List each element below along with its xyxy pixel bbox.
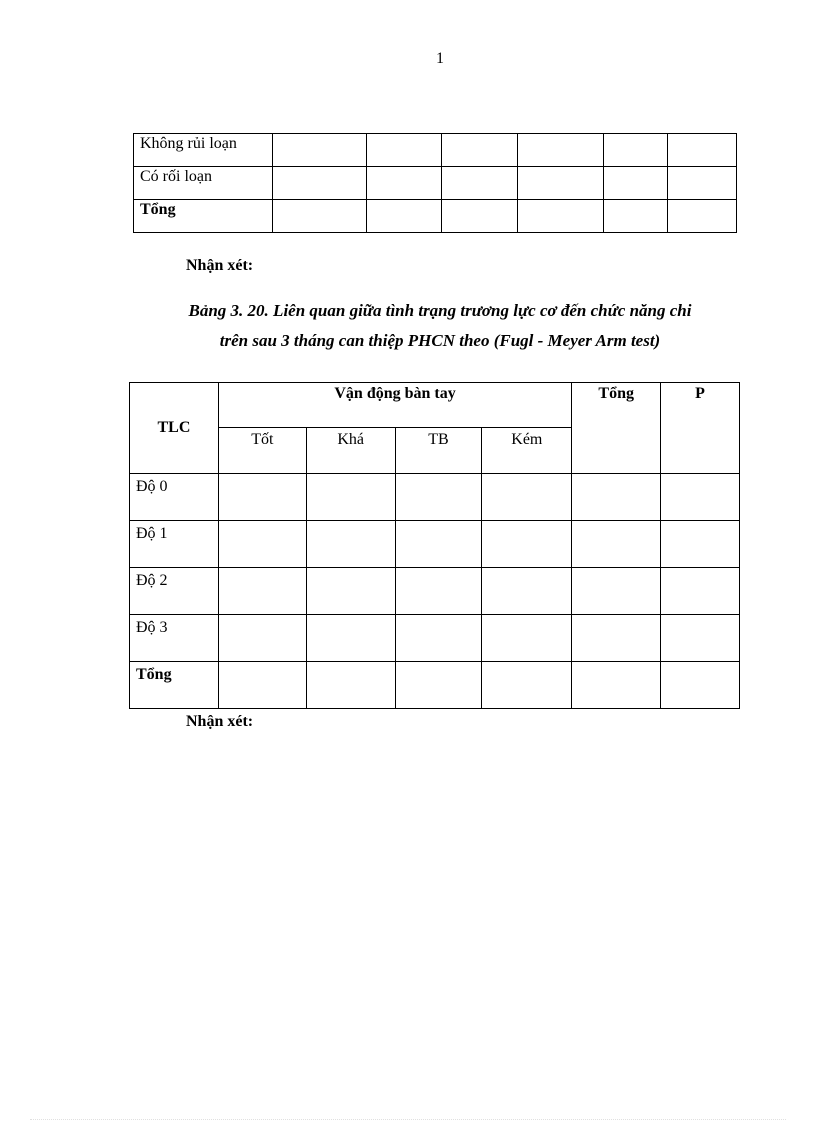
- header-p: P: [661, 383, 740, 474]
- subheader-average: TB: [395, 428, 482, 474]
- caption-line-1: Bảng 3. 20. Liên quan giữa tình trạng trương lực cơ đến chức năng chi: [188, 301, 692, 320]
- header-hand-movement: Vận động bàn tay: [218, 383, 571, 428]
- row-label: Độ 2: [130, 568, 219, 615]
- table-row: [130, 521, 740, 568]
- row-label: Có rối loạn: [134, 167, 273, 200]
- table-row: [130, 662, 740, 709]
- table-row: [130, 568, 740, 615]
- table-row: [130, 615, 740, 662]
- row-label: Độ 1: [130, 521, 219, 568]
- row-label: Không rủi loạn: [134, 134, 273, 167]
- header-total: Tổng: [572, 383, 661, 474]
- page-number: 1: [436, 50, 444, 67]
- caption-line-2: trên sau 3 tháng can thiệp PHCN theo (Fugl - Meyer Arm test): [219, 331, 661, 350]
- table-row: [134, 134, 737, 167]
- subheader-good: Tốt: [218, 428, 306, 474]
- header-tlc: TLC: [130, 383, 219, 474]
- row-label: Độ 3: [130, 615, 219, 662]
- row-label-total: Tổng: [130, 662, 219, 709]
- table-caption: [120, 296, 760, 356]
- table-row: [130, 474, 740, 521]
- remark-heading: Nhận xét:: [186, 257, 254, 274]
- page-bottom-divider: [30, 1119, 786, 1120]
- table-row: [134, 200, 737, 233]
- row-label: Độ 0: [130, 474, 219, 521]
- subheader-poor: Kém: [482, 428, 572, 474]
- row-label-total: Tổng: [134, 200, 273, 233]
- table-muscle-tone: [129, 382, 740, 709]
- table-upper: [133, 133, 737, 233]
- table-row: [134, 167, 737, 200]
- remark-heading: Nhận xét:: [186, 713, 254, 730]
- subheader-fair: Khá: [306, 428, 395, 474]
